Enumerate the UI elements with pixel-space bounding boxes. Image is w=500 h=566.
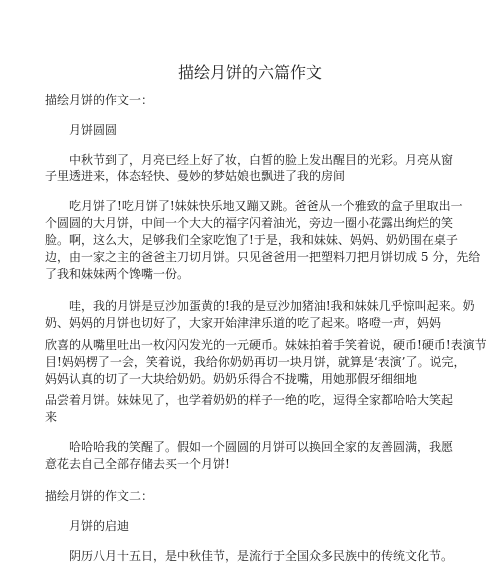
paragraph-line: 哇，我的月饼是豆沙加蛋黄的!我的是豆沙加猪油!我和妹妹几乎惊叫起来。奶 (45, 299, 475, 313)
paragraph-line: 欣喜的从嘴里吐出一枚闪闪发光的一元硬币。妹妹拍着手笑着说，硬币!硬币!表演节 (45, 338, 487, 352)
paragraph-line: 目!妈妈楞了一会，笑着说，我给你奶奶再切一块月饼，就算是‘表演’了。说完， (45, 355, 466, 369)
essay-subtitle: 月饼的启迪 (45, 519, 130, 533)
paragraph-line: 个圆圆的大月饼，中间一个大大的福字闪着油光，旁边一圈小花露出绚烂的笑 (45, 216, 454, 230)
paragraph-line: 阴历八月十五日，是中秋佳节，是流行于全国众多民族中的传统文化节。 (45, 549, 454, 563)
paragraph-line: 边，由一家之主的爸爸主刀切月饼。只见爸爸用一把塑料刀把月饼切成 5 分，先给 (45, 250, 481, 264)
essay-subtitle: 月饼圆圆 (45, 123, 118, 137)
paragraph-line: 妈妈认真的切了一大块给奶奶。奶奶乐得合不拢嘴，用她那假牙细细地 (45, 372, 418, 386)
paragraph-line: 品尝着月饼。妹妹见了，也学着奶奶的样子一绝的吃，逗得全家都哈哈大笑起 (45, 393, 454, 407)
paragraph-line: 脸。啊，这么大，足够我们全家吃饱了!于是，我和妹妹、妈妈、奶奶围在桌子 (45, 233, 458, 247)
document-title: 描绘月饼的六篇作文 (177, 63, 322, 82)
paragraph-line: 来 (45, 410, 58, 424)
paragraph-line: 吃月饼了!吃月饼了!妹妹快乐地又蹦又跳。爸爸从一个雅致的盒子里取出一 (45, 199, 463, 213)
paragraph-line: 中秋节到了，月亮已经上好了妆，白皙的脸上发出醒目的光彩。月亮从窗 (45, 153, 454, 167)
section-heading: 描绘月饼的作文二： (45, 489, 154, 503)
section-heading: 描绘月饼的作文一： (45, 93, 154, 107)
paragraph-line: 了我和妹妹两个馋嘴一份。 (45, 267, 190, 281)
paragraph-line: 哈哈哈我的笑醒了。假如一个圆圆的月饼可以换回全家的友善圆满，我愿 (45, 440, 454, 454)
paragraph-line: 子里透进来，体态轻快、曼妙的梦姑娘也飘进了我的房间 (45, 169, 346, 183)
paragraph-line: 意花去自己全部存储去买一个月饼! (45, 457, 230, 471)
paragraph-line: 奶、妈妈的月饼也切好了，大家开始津津乐道的吃了起来。咯噔一声，妈妈 (45, 316, 442, 330)
